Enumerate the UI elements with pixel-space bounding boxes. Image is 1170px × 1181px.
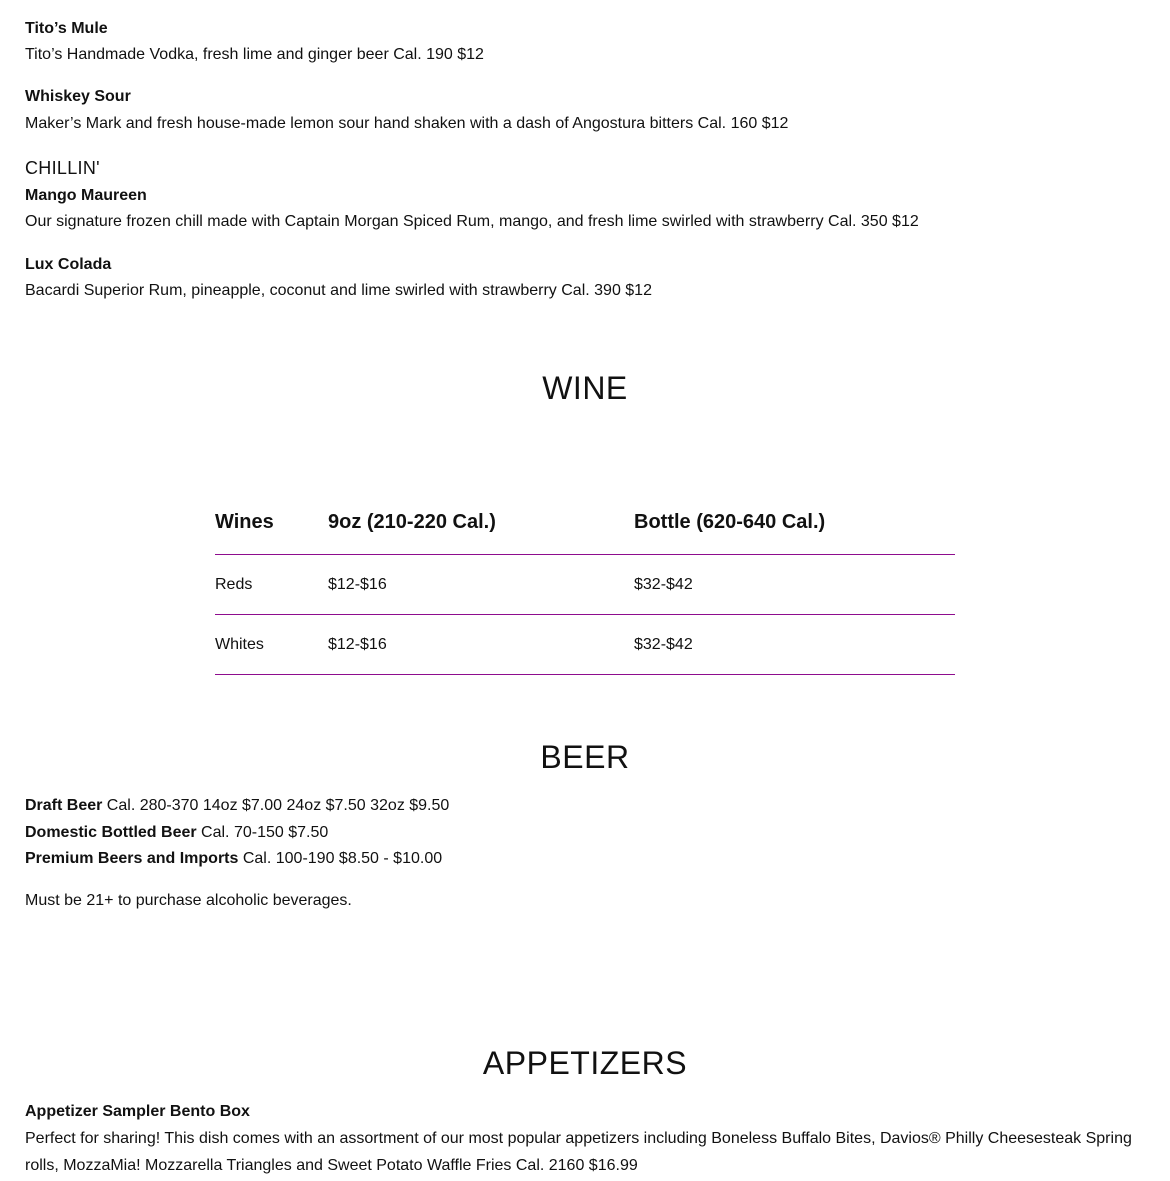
menu-item-description: Perfect for sharing! This dish comes with an assortment of our most popular appetizers including Boneless Buffalo Bites, Davios® Philly Cheesesteak Spring rolls, MozzaMia! Mozzarella Triangles and Sweet Potato Waffle Fries Cal. 2160 $16.99 (25, 1130, 1132, 1174)
table-cell: Reds (215, 555, 328, 615)
menu-item-description: Maker’s Mark and fresh house-made lemon sour hand shaken with a dash of Angostura bitters Cal. 160 $12 (25, 115, 789, 132)
chillin-heading: CHILLIN' (25, 158, 100, 178)
beer-name: Draft Beer (25, 797, 103, 814)
wine-section-title: WINE (542, 370, 628, 406)
table-cell: $12-$16 (328, 615, 634, 675)
beer-detail: Cal. 280-370 14oz $7.00 24oz $7.50 32oz $9.50 (102, 797, 450, 814)
beer-name: Premium Beers and Imports (25, 850, 239, 867)
table-cell: Whites (215, 615, 328, 675)
beer-name: Domestic Bottled Beer (25, 824, 197, 841)
appetizers-section-title: APPETIZERS (482, 1045, 688, 1081)
menu-item-name: Whiskey Sour (25, 88, 131, 105)
table-header-cell: 9oz (210-220 Cal.) (328, 490, 634, 555)
menu-item-description: Our signature frozen chill made with Captain Morgan Spiced Rum, mango, and fresh lime swirled with strawberry Cal. 350 $12 (25, 213, 919, 230)
menu-item-description: Tito’s Handmade Vodka, fresh lime and ginger beer Cal. 190 $12 (25, 46, 484, 63)
age-notice: Must be 21+ to purchase alcoholic beverages. (25, 892, 352, 909)
beer-detail: Cal. 70-150 $7.50 (196, 824, 329, 841)
table-row (215, 615, 955, 675)
table-header-row (215, 490, 955, 555)
beer-line (25, 824, 328, 842)
wine-price-table (215, 490, 955, 675)
menu-item-name: Appetizer Sampler Bento Box (25, 1103, 250, 1120)
menu-item-name: Tito’s Mule (25, 20, 108, 37)
table-header-cell: Bottle (620-640 Cal.) (634, 490, 955, 555)
beer-detail: Cal. 100-190 $8.50 - $10.00 (238, 850, 443, 867)
menu-item-name: Mango Maureen (25, 187, 147, 204)
menu-item-description: Bacardi Superior Rum, pineapple, coconut and lime swirled with strawberry Cal. 390 $12 (25, 282, 652, 299)
table-cell: $32-$42 (634, 615, 955, 675)
table-row (215, 555, 955, 615)
table-cell: $32-$42 (634, 555, 955, 615)
table-cell: $12-$16 (328, 555, 634, 615)
table-header-cell: Wines (215, 490, 328, 555)
beer-line (25, 797, 449, 815)
beer-section-title: BEER (540, 739, 630, 775)
menu-item-name: Lux Colada (25, 256, 112, 273)
beer-line (25, 850, 442, 868)
